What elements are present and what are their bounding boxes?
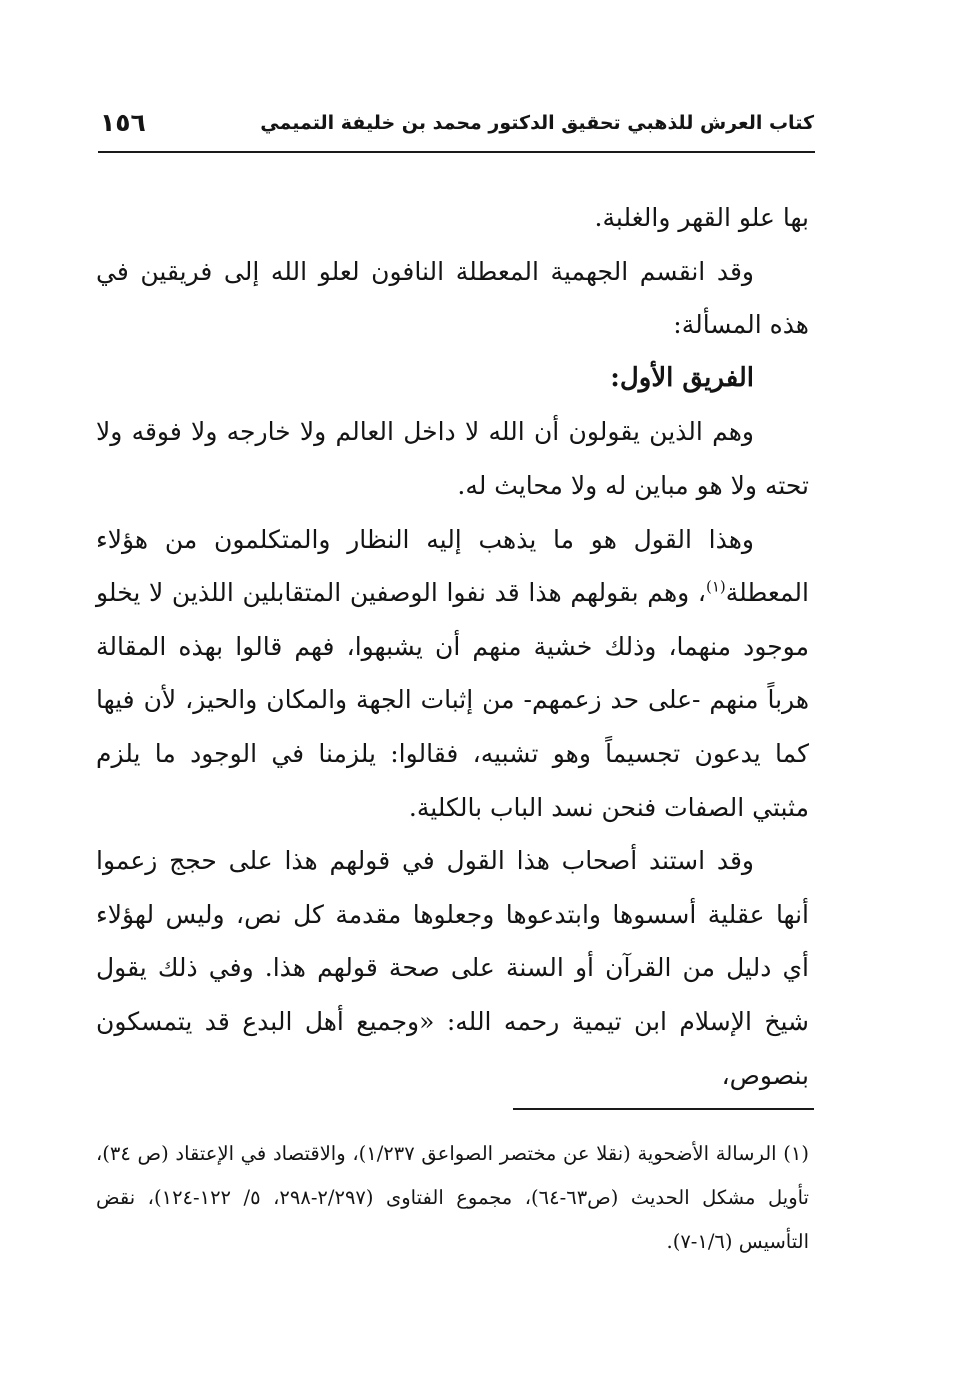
- header-rule: [98, 151, 815, 153]
- paragraph-3: وهم الذين يقولون أن الله لا داخل العالم ولا خارجه ولا فوقه ولا تحته ولا هو مباين له ولا محايث له.: [96, 417, 809, 500]
- paragraph-4-part-2: ، وهم بقولهم هذا قد نفوا الوصفين المتقابلين اللذين لا يخلو موجود منهما، وذلك خشية منهم أن يشبهوا، فهم قالوا بهذه المقالة هرباً منهم -على حد زعمهم- من إثبات الجهة والمكان والحيز، لأن فيها كما يدعون تجسيماً وهو تشبيه، فقالوا: يلزمنا في الوجود ما يلزم مثبتي الصفات فنحن نسد الباب بالكلية.: [96, 578, 809, 822]
- running-title: كتاب العرش للذهبي تحقيق الدكتور محمد بن خليفة التميمي: [260, 112, 814, 134]
- page-header: [98, 110, 814, 148]
- paragraph-4-part-1: وهذا القول هو ما يذهب إليه النظار والمتكلمون من هؤلاء المعطلة: [96, 524, 809, 608]
- section-heading: الفريق الأول:: [610, 362, 754, 393]
- page-number: ١٥٦: [100, 108, 146, 137]
- footnote-separator: [513, 1108, 814, 1110]
- main-text: [96, 191, 809, 1102]
- paragraph-4: [96, 513, 809, 835]
- footnote: (١) الرسالة الأضحوية (نقلا عن مختصر الصواعق ١/٢٣٧)، والاقتصاد في الإعتقاد (ص ٣٤)، تأويل مشكل الحديث (ص٦٣-٦٤)، مجموع الفتاوى (٢/٢٩٧-٢٩٨، ٥/ ١٢٢-١٢٤)، نقض التأسيس (١/٦-٧).: [96, 1142, 809, 1253]
- paragraph-5: وقد استند أصحاب هذا القول في قولهم هذا على حجج زعموا أنها عقلية أسسوها وابتدعوها وجعلوها مقدمة كل نص، وليس لهؤلاء أي دليل من القرآن أو السنة على صحة قولهم هذا. وفي ذلك يقول شيخ الإسلام ابن تيمية رحمه الله: «وجميع أهل البدع قد يتمسكون بنصوص،: [96, 846, 809, 1090]
- paragraph-1: بها علو القهر والغلبة.: [594, 203, 809, 232]
- paragraph-2: وقد انقسم الجهمية المعطلة النافون لعلو الله إلى فريقين في هذه المسألة:: [96, 256, 809, 340]
- footnote-marker: (١): [705, 577, 726, 596]
